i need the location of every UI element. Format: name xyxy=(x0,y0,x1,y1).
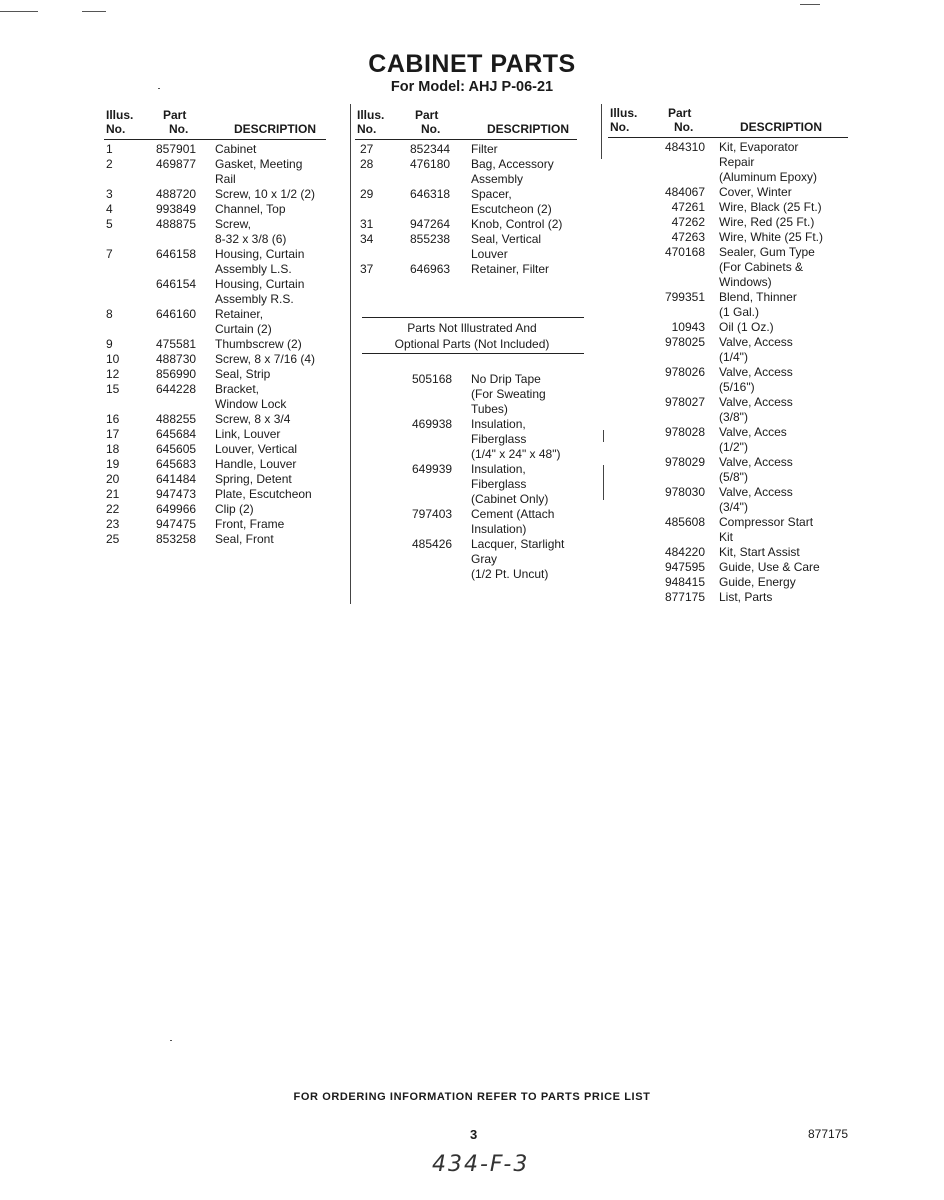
part-description xyxy=(471,217,562,232)
part-number: 852344 xyxy=(410,142,451,156)
table-row xyxy=(608,590,858,605)
description-line: Valve, Acces xyxy=(719,425,787,439)
col1-illus-header: Illus. No. xyxy=(106,108,134,136)
table-row xyxy=(608,560,858,575)
part-number: 947595 xyxy=(664,560,705,574)
part-number: 476180 xyxy=(410,157,451,171)
description-line: Link, Louver xyxy=(215,427,281,441)
scan-speck xyxy=(158,88,160,89)
description-line: Assembly R.S. xyxy=(215,292,294,306)
description-line: Window Lock xyxy=(215,397,287,411)
part-number: 646158 xyxy=(156,247,197,261)
description-line: (1/4") xyxy=(719,350,748,364)
illus-number: 23 xyxy=(106,517,120,531)
part-number: 978030 xyxy=(664,485,705,499)
part-number: 470168 xyxy=(664,245,705,259)
part-number: 485426 xyxy=(412,537,453,551)
description-line: Fiberglass xyxy=(471,477,527,491)
table-row xyxy=(104,532,344,547)
illus-number: 10 xyxy=(106,352,120,366)
table-row xyxy=(608,215,858,230)
column-divider-left xyxy=(350,104,351,604)
description-line: Plate, Escutcheon xyxy=(215,487,312,501)
table-row xyxy=(355,142,595,157)
description-line: Valve, Access xyxy=(719,335,793,349)
part-description xyxy=(471,372,546,417)
description-line: (3/8") xyxy=(719,410,748,424)
part-description xyxy=(719,320,774,335)
col1-desc-header: DESCRIPTION xyxy=(234,122,317,136)
part-description xyxy=(215,427,280,442)
table-row xyxy=(608,425,858,455)
part-description xyxy=(471,417,560,462)
table-row xyxy=(608,140,858,185)
col1-header-rule xyxy=(104,139,326,140)
part-description xyxy=(719,290,797,320)
table-row xyxy=(355,537,595,582)
description-line: (1/2 Pt. Uncut) xyxy=(471,567,549,581)
part-number: 485608 xyxy=(664,515,705,529)
description-line: (3/4") xyxy=(719,500,748,514)
description-line: 8-32 x 3/8 (6) xyxy=(215,232,287,246)
part-number: 646154 xyxy=(156,277,197,291)
table-row xyxy=(104,442,344,457)
description-line: Kit, Evaporator xyxy=(719,140,799,154)
description-line: (5/16") xyxy=(719,380,755,394)
part-number: 853258 xyxy=(156,532,197,546)
illus-number: 4 xyxy=(106,202,113,216)
table-row xyxy=(104,367,344,382)
illus-number: 34 xyxy=(360,232,374,246)
description-line: (Aluminum Epoxy) xyxy=(719,170,818,184)
table-row xyxy=(104,187,344,202)
part-number: 47263 xyxy=(671,230,705,244)
description-line: Retainer, xyxy=(215,307,264,321)
illus-number: 15 xyxy=(106,382,120,396)
part-description xyxy=(719,575,796,590)
illus-number: 20 xyxy=(106,472,120,486)
description-line: Blend, Thinner xyxy=(719,290,797,304)
table-row xyxy=(104,352,344,367)
description-line: Housing, Curtain xyxy=(215,247,305,261)
description-line: Cabinet xyxy=(215,142,257,156)
description-line: Lacquer, Starlight xyxy=(471,537,565,551)
description-line: Knob, Control (2) xyxy=(471,217,563,231)
part-description xyxy=(471,157,554,187)
part-description xyxy=(215,157,302,187)
part-number: 488730 xyxy=(156,352,197,366)
description-line: Cover, Winter xyxy=(719,185,792,199)
part-number: 641484 xyxy=(156,472,197,486)
table-row xyxy=(104,217,344,247)
description-line: Rail xyxy=(215,172,236,186)
part-number: 488255 xyxy=(156,412,197,426)
part-number: 797403 xyxy=(412,507,453,521)
description-line: Assembly L.S. xyxy=(215,262,292,276)
part-number: 475581 xyxy=(156,337,197,351)
part-number: 488720 xyxy=(156,187,197,201)
description-line: Gray xyxy=(471,552,498,566)
table-row xyxy=(608,575,858,590)
table-row xyxy=(104,337,344,352)
part-number: 47262 xyxy=(671,215,705,229)
model-subtitle: For Model: AHJ P-06-21 xyxy=(390,79,554,95)
column-divider-fragment xyxy=(603,430,604,442)
description-line: Assembly xyxy=(471,172,524,186)
part-description xyxy=(719,560,820,575)
description-line: Wire, Black (25 Ft.) xyxy=(719,200,822,214)
description-line: Channel, Top xyxy=(215,202,286,216)
part-description xyxy=(719,245,815,290)
table-row xyxy=(608,365,858,395)
part-number: 978029 xyxy=(664,455,705,469)
table-row xyxy=(104,412,344,427)
part-number: 855238 xyxy=(410,232,451,246)
page-number: 3 xyxy=(470,1127,478,1142)
part-description xyxy=(719,185,792,200)
description-line: (Cabinet Only) xyxy=(471,492,549,506)
table-row xyxy=(355,372,595,417)
part-description xyxy=(215,532,274,547)
table-row xyxy=(608,515,858,545)
part-number: 649939 xyxy=(412,462,453,476)
illus-number: 21 xyxy=(106,487,120,501)
part-number: 484067 xyxy=(664,185,705,199)
illus-number: 17 xyxy=(106,427,120,441)
table-row xyxy=(608,395,858,425)
description-line: Screw, xyxy=(215,217,252,231)
handwritten-note: 434-F-3 xyxy=(432,1152,530,1177)
description-line: Bracket, xyxy=(215,382,260,396)
description-line: Bag, Accessory xyxy=(471,157,554,171)
part-description xyxy=(215,187,315,202)
illus-number: 2 xyxy=(106,157,113,171)
column-divider-right xyxy=(601,104,602,159)
part-description xyxy=(215,442,297,457)
description-line: Valve, Access xyxy=(719,455,793,469)
part-description xyxy=(719,215,814,230)
scan-mark xyxy=(800,4,820,5)
part-description xyxy=(471,462,548,507)
scan-speck xyxy=(170,1040,172,1041)
part-number: 646963 xyxy=(410,262,451,276)
part-number: 948415 xyxy=(664,575,705,589)
column-divider-fragment xyxy=(603,465,604,500)
part-description xyxy=(215,382,286,412)
part-number: 947475 xyxy=(156,517,197,531)
col2-illus-header: Illus. No. xyxy=(357,108,385,136)
description-line: Louver xyxy=(471,247,508,261)
description-line: Insulation, xyxy=(471,462,526,476)
part-description xyxy=(471,142,498,157)
part-description xyxy=(719,590,772,605)
description-line: Insulation) xyxy=(471,522,527,536)
part-number: 993849 xyxy=(156,202,197,216)
illus-number: 5 xyxy=(106,217,113,231)
table-row xyxy=(608,545,858,560)
description-line: Filter xyxy=(471,142,498,156)
part-number: 947473 xyxy=(156,487,197,501)
part-description xyxy=(719,365,793,395)
part-number: 644228 xyxy=(156,382,197,396)
illus-number: 7 xyxy=(106,247,113,261)
description-line: Insulation, xyxy=(471,417,526,431)
illus-number: 22 xyxy=(106,502,120,516)
part-number: 484310 xyxy=(664,140,705,154)
description-line: Housing, Curtain xyxy=(215,277,305,291)
part-description xyxy=(719,425,787,455)
description-line: Oil (1 Oz.) xyxy=(719,320,774,334)
table-row xyxy=(355,157,595,187)
table-row xyxy=(104,427,344,442)
part-description xyxy=(471,187,552,217)
illus-number: 37 xyxy=(360,262,374,276)
table-row xyxy=(608,335,858,365)
illus-number: 29 xyxy=(360,187,374,201)
table-row xyxy=(104,307,344,337)
description-line: Cement (Attach xyxy=(471,507,555,521)
table-row xyxy=(608,455,858,485)
description-line: (For Cabinets & xyxy=(719,260,804,274)
part-description xyxy=(215,502,254,517)
table-row xyxy=(355,417,595,462)
part-number: 469877 xyxy=(156,157,197,171)
description-line: Screw, 8 x 3/4 xyxy=(215,412,291,426)
illus-number: 12 xyxy=(106,367,120,381)
description-line: Guide, Use & Care xyxy=(719,560,820,574)
part-number: 978025 xyxy=(664,335,705,349)
description-line: Screw, 8 x 7/16 (4) xyxy=(215,352,316,366)
description-line: Escutcheon (2) xyxy=(471,202,552,216)
part-description xyxy=(719,455,793,485)
description-line: Handle, Louver xyxy=(215,457,297,471)
illus-number: 16 xyxy=(106,412,120,426)
description-line: Guide, Energy xyxy=(719,575,796,589)
part-number: 645605 xyxy=(156,442,197,456)
description-line: Seal, Vertical xyxy=(471,232,542,246)
description-line: Wire, Red (25 Ft.) xyxy=(719,215,815,229)
part-number: 484220 xyxy=(664,545,705,559)
part-number: 877175 xyxy=(664,590,705,604)
part-description xyxy=(471,232,541,262)
part-number: 47261 xyxy=(671,200,705,214)
illus-number: 27 xyxy=(360,142,374,156)
scan-mark xyxy=(82,11,106,12)
part-description xyxy=(215,487,312,502)
document-number: 877175 xyxy=(808,1127,849,1141)
part-description xyxy=(471,537,564,582)
table-row xyxy=(104,517,344,532)
part-description xyxy=(471,262,549,277)
part-description xyxy=(215,307,272,337)
table-row xyxy=(608,320,858,335)
table-row xyxy=(104,247,344,277)
part-number: 978027 xyxy=(664,395,705,409)
description-line: Louver, Vertical xyxy=(215,442,298,456)
not-illustrated-bottom-rule xyxy=(362,353,584,354)
table-row xyxy=(104,457,344,472)
illus-number: 28 xyxy=(360,157,374,171)
description-line: Tubes) xyxy=(471,402,508,416)
part-number: 857901 xyxy=(156,142,197,156)
part-number: 856990 xyxy=(156,367,197,381)
table-row xyxy=(355,462,595,507)
illus-number: 9 xyxy=(106,337,113,351)
description-line: (1 Gal.) xyxy=(719,305,760,319)
part-description xyxy=(215,472,292,487)
description-line: Seal, Strip xyxy=(215,367,271,381)
table-row xyxy=(608,245,858,290)
description-line: Front, Frame xyxy=(215,517,285,531)
description-line: Spacer, xyxy=(471,187,512,201)
illus-number: 18 xyxy=(106,442,120,456)
table-row xyxy=(608,290,858,320)
part-description xyxy=(215,517,284,532)
description-line: Gasket, Meeting xyxy=(215,157,303,171)
col3-desc-header: DESCRIPTION xyxy=(740,120,823,134)
illus-number: 31 xyxy=(360,217,374,231)
part-number: 488875 xyxy=(156,217,197,231)
col2-header-rule xyxy=(355,139,577,140)
part-number: 10943 xyxy=(671,320,705,334)
description-line: Curtain (2) xyxy=(215,322,272,336)
part-description xyxy=(215,217,286,247)
ordering-note: FOR ORDERING INFORMATION REFER TO PARTS PRICE LIST xyxy=(293,1091,651,1103)
table-row xyxy=(104,472,344,487)
part-description xyxy=(215,202,286,217)
table-row xyxy=(104,277,344,307)
part-number: 978026 xyxy=(664,365,705,379)
description-line: Screw, 10 x 1/2 (2) xyxy=(215,187,316,201)
description-line: Kit, Start Assist xyxy=(719,545,800,559)
description-line: (1/4" x 24" x 48") xyxy=(471,447,561,461)
table-row xyxy=(608,230,858,245)
description-line: Fiberglass xyxy=(471,432,527,446)
part-number: 646318 xyxy=(410,187,451,201)
part-description xyxy=(719,395,793,425)
part-description xyxy=(215,412,290,427)
description-line: (5/8") xyxy=(719,470,748,484)
not-illustrated-top-rule xyxy=(362,317,584,318)
illus-number: 19 xyxy=(106,457,120,471)
part-description xyxy=(215,337,302,352)
description-line: (1/2") xyxy=(719,440,748,454)
table-row xyxy=(104,382,344,412)
col1-part-header: Part No. xyxy=(163,108,189,136)
scan-mark xyxy=(0,11,38,12)
description-line: Seal, Front xyxy=(215,532,274,546)
table-row xyxy=(355,262,595,277)
description-line: Wire, White (25 Ft.) xyxy=(719,230,824,244)
part-number: 947264 xyxy=(410,217,451,231)
part-description xyxy=(719,545,800,560)
col3-illus-header: Illus. No. xyxy=(610,106,638,134)
table-row xyxy=(355,187,595,217)
part-description xyxy=(471,507,554,537)
description-line: Thumbscrew (2) xyxy=(215,337,302,351)
part-number: 649966 xyxy=(156,502,197,516)
part-description xyxy=(215,247,304,277)
part-description xyxy=(719,230,823,245)
part-number: 505168 xyxy=(412,372,453,386)
part-number: 978028 xyxy=(664,425,705,439)
description-line: List, Parts xyxy=(719,590,773,604)
description-line: Repair xyxy=(719,155,755,169)
part-description xyxy=(719,485,793,515)
table-row xyxy=(104,157,344,187)
table-row xyxy=(608,200,858,215)
description-line: Clip (2) xyxy=(215,502,254,516)
part-description xyxy=(215,367,270,382)
table-row xyxy=(355,507,595,537)
illus-number: 8 xyxy=(106,307,113,321)
col2-desc-header: DESCRIPTION xyxy=(487,122,570,136)
part-description xyxy=(719,515,813,545)
part-number: 469938 xyxy=(412,417,453,431)
part-number: 645684 xyxy=(156,427,197,441)
col3-part-header: Part No. xyxy=(668,106,694,134)
description-line: Valve, Access xyxy=(719,395,793,409)
part-description xyxy=(215,352,315,367)
description-line: Compressor Start xyxy=(719,515,814,529)
part-description xyxy=(719,335,793,365)
illus-number: 1 xyxy=(106,142,113,156)
part-description xyxy=(215,142,256,157)
table-row xyxy=(608,485,858,515)
description-line: (For Sweating xyxy=(471,387,546,401)
description-line: Valve, Access xyxy=(719,365,793,379)
table-row xyxy=(104,142,344,157)
part-number: 646160 xyxy=(156,307,197,321)
description-line: Kit xyxy=(719,530,734,544)
table-row xyxy=(104,202,344,217)
table-row xyxy=(104,487,344,502)
description-line: Retainer, Filter xyxy=(471,262,550,276)
description-line: Spring, Detent xyxy=(215,472,292,486)
col2-part-header: Part No. xyxy=(415,108,441,136)
part-description xyxy=(719,140,817,185)
part-number: 799351 xyxy=(664,290,705,304)
table-row xyxy=(355,232,595,262)
illus-number: 3 xyxy=(106,187,113,201)
part-description xyxy=(215,457,296,472)
table-row xyxy=(104,502,344,517)
table-row xyxy=(355,217,595,232)
description-line: Windows) xyxy=(719,275,772,289)
description-line: No Drip Tape xyxy=(471,372,541,386)
illus-number: 25 xyxy=(106,532,120,546)
page-title: CABINET PARTS xyxy=(368,50,576,78)
description-line: Sealer, Gum Type xyxy=(719,245,815,259)
part-description xyxy=(719,200,822,215)
not-illustrated-heading: Parts Not Illustrated And Optional Parts (Not Included) xyxy=(394,321,550,351)
description-line: Valve, Access xyxy=(719,485,793,499)
part-description xyxy=(215,277,304,307)
col3-header-rule xyxy=(608,137,848,138)
table-row xyxy=(608,185,858,200)
part-number: 645683 xyxy=(156,457,197,471)
